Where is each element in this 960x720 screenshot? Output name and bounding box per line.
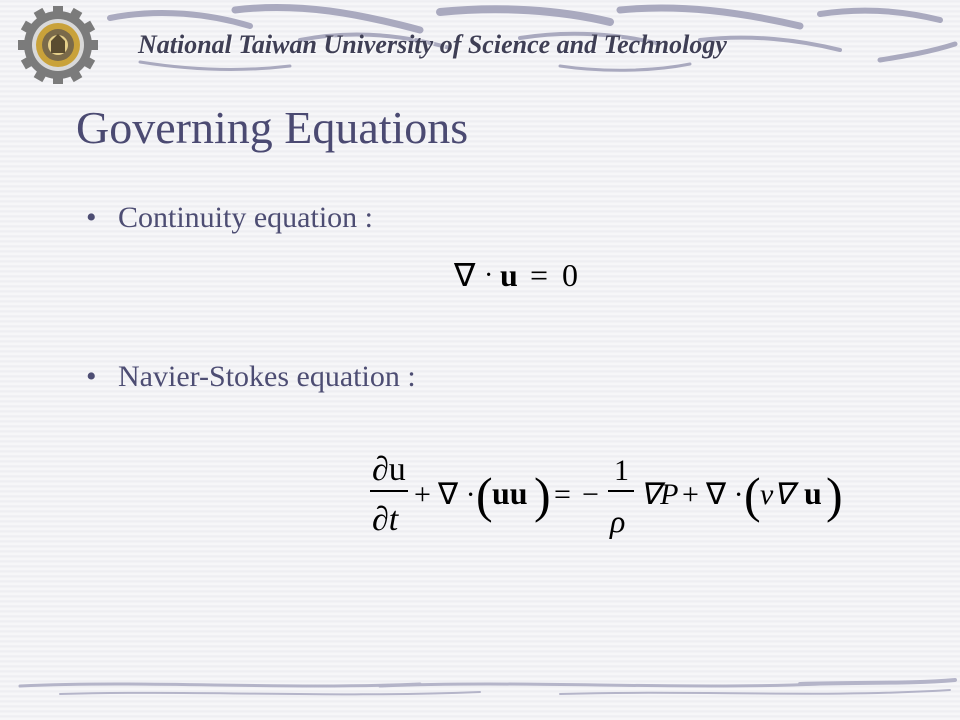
eq1-zero: 0 [562,257,578,293]
eq2-equals: = [554,478,571,511]
eq2-plus-2: + [682,478,699,511]
continuity-equation [452,252,588,300]
eq2-lparen-2: ( [744,467,761,523]
eq2-rho: ρ [610,503,626,539]
eq2-nabla-dot-1: ∇ · [438,478,476,511]
eq2-rparen-1: ) [534,467,551,523]
eq2-u-bold: u [804,475,822,511]
ntust-gear-logo-icon [12,6,104,84]
eq1-dot: · [484,260,494,291]
eq2-plus-1: + [414,478,431,511]
eq2-nu-nabla: ν∇ [760,478,794,511]
bullet-dot: • [86,360,97,393]
eq2-uu: uu [492,475,528,511]
eq2-one: 1 [614,454,629,487]
eq1-nabla: ∇ [454,257,476,293]
eq2-partial-t: ∂t [372,501,399,538]
eq2-partial-u: ∂u [372,451,406,488]
slide-title: Governing Equations [76,102,469,153]
eq1-equals: = [530,257,549,293]
eq1-u: u [500,257,518,293]
bullet-navier-stokes [86,360,416,394]
navier-stokes-equation [364,442,848,544]
eq2-minus: − [582,478,599,511]
eq2-rparen-2: ) [826,467,843,523]
eq2-lparen-1: ( [476,467,493,523]
bullet-dot: • [86,201,97,234]
bullet-continuity [86,201,373,235]
eq2-nabla-dot-2: ∇ · [706,478,744,511]
bullet-label-continuity: Continuity equation : [118,201,373,234]
university-name: National Taiwan University of Science and Technology [138,30,727,59]
eq2-nabla-p: ∇P [640,478,679,511]
bullet-label-navier-stokes: Navier-Stokes equation : [118,360,416,393]
